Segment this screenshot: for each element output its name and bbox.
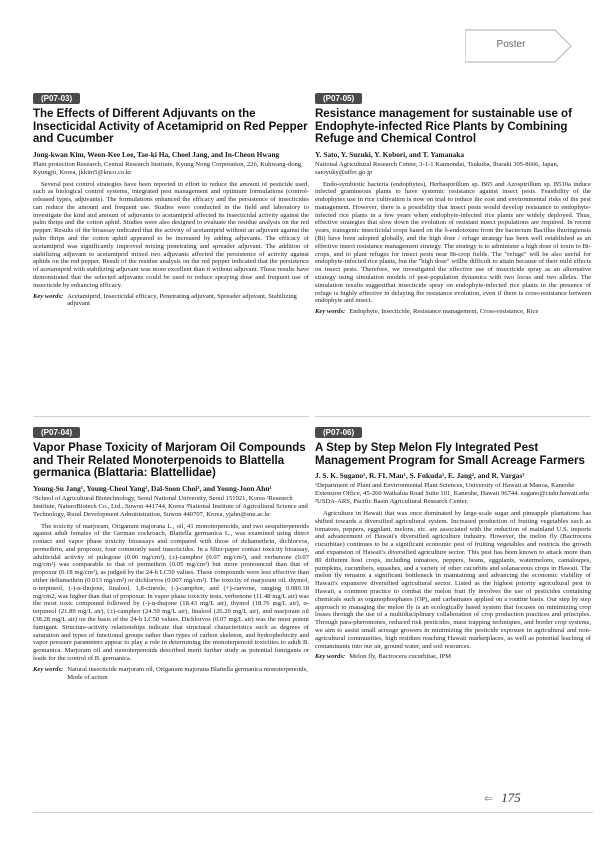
keywords-text: Endophyte, Insecticide, Resistance management, Cross-resistance, Rice [349,308,539,316]
abstract-affiliation: Plant protection Research, Central Research Institute, Kyung Nong Corporation, 226, Kuhwang-dong, Kyungju, Korea, jkkim5@knco.co.kr [33,160,303,176]
keywords-label: Key words: [33,292,64,300]
abstract-title: The Effects of Different Adjuvants on the Insecticidal Activity of Acetamiprid on Red Pepper and Cucumber [33,108,308,145]
abstract-p07-03 [33,88,309,308]
keywords-label: Key words: [315,653,346,661]
abstract-affiliation: ¹Department of Plant and Environmental Plant Sciences, University of Hawaii at Manoa, Kaneohe Extension Office, 45-260 Waikalua Road Suite 101, Kaneohe, Hawaii 96744. sugano@ctahr.hawaii.edu ²USDA-ARS, Pacific Basin Agricultural Research Center. [315,482,589,505]
abstract-title: Resistance management for sustainable use of Endophyte-infected Rice Plants by Combining Refuge and Chemical Control [315,108,572,145]
abstract-p07-06 [315,422,591,661]
abstract-authors: Young-Su Jang¹, Young-Cheol Yang², Dal-Soon Choi³, and Young-Joon Ahn¹ [33,483,272,493]
section-label: Poster [496,39,526,50]
abstract-title: Vapor Phase Toxicity of Marjoram Oil Compounds and Their Related Monoterpenoids to Blattella germanica (Blattaria: Blattellidae) [33,442,306,479]
keywords-text: Acetamiprid, Insecticidal efficacy, Penetrating adjuvant, Spreader adjuvant, Stabilizing adjuvant [67,292,297,308]
abstract-affiliation: National Agricultural Research Center, 3-1-1 Kannondai, Tsukuba, Ibaraki 305-8666, Japan, satoyuky@affrc.go.jp [315,160,559,176]
arrow-left-icon: ⇐ [484,793,494,805]
keywords-row [33,666,309,682]
keywords-label: Key words: [315,308,346,316]
abstract-authors: J. S. K. Sugano¹, R. FL Mau¹, S. Fukuda¹, E. Jang², and R. Vargas² [315,471,525,480]
abstract-p07-04 [33,422,309,681]
abstract-body: The toxicity of marjoram, Origanum majorana L., oil, 41 monoterpenoids, and two sesquiterpenoids against adult females of the German cockroach, Blattella germanica L., was examined using direct contact and vapor phase toxicity bioassays and compared with those of deltamethrin, dichlorvos, permethrin, and propoxur, four commonly used insecticides. In a filter-paper contact toxicity bioassay, adulticidal activity of pulegone (0.06 mg/cm²), (±)-camphor (0.07 mg/cm²), and verbenone (0.07 mg/cm²) was comparable to that of permethrin (0.05 mg/cm²) but more pronounced than that of propoxur (0.18 mg/cm²), as judged by the 24-h LC50 values. These compounds were less effective than either deltamethrin (0.013 mg/cm²) or dichlorvos (0.007 mg/cm²). The toxicity of marjoram oil, thymol, α-terpineol, (-)-α-thujone, linalool, 1,8-cineole, (-)-camphor, and (+)-carvone, ranging 0.080.18 mg/cm2, was higher than that of propoxur. In vapor phase toxicity tests, verbenone (11.48 mg/L air) was the most toxic compound followed by (-)-α-thujone (18.43 mg/L air), thymol (18.76 mg/L air), α-terpineol (21.89 mg/L air), (±)-camphor (24.59 mg/L air), linalool (26.20 mg/L air), and marjoram oil (38.28 mg/L air) on the basis of the 24-h LC50 values. Dichlorvos (0.07 mg/L air) was the most potent fumigant. Structure-activity relationships indicate that structural characteristics such as degrees of saturation and types of functional groups rather than types of carbon skeleton, and hydrophobicity and vapor pressure parameters appear to play a role in determining the monoterpenoid toxicities to adult B. germanica. Marjoram oil and monoterpenoids described merit further study as potential fumigants or leads for the control of B. germanica. [33,522,309,663]
abstract-affiliation: ¹School of Agricultural Biotechnology, Seoul National University, Seoul 151921, Korea ²Research Institute, NaturoBiotech Co., Ltd., Suwon 441744, Korea ³National Institute of Agricultural Science and Technology, Rural Development Administration, Suwon 440707, Korea, yjahn@snu.ac.kr [33,494,308,518]
keywords-text: Natural insecticide marjoram oil, Origanum majorana Blattella germanica monoterpenoids, Mode of action [67,665,308,681]
divider [315,416,591,417]
abstract-id-badge: (P07-03) [33,93,80,104]
abstract-p07-05 [315,88,591,316]
page-number: 175 [501,790,521,805]
abstract-authors: Jong-kwan Kim, Weon-Kee Lee, Tae-ki Ha, Choel Jang, and In-Cheon Hwang [33,149,280,159]
keywords-row [315,653,591,661]
footer-rule [33,812,593,813]
abstract-id-badge: (P07-04) [33,427,80,438]
abstract-body: Agriculture in Hawaii that was once dominated by large-scale sugar and pineapple plantations has shifted towards a diversified agricultural system. Increased production of fruiting vegetables such as tomatoes, peppers, eggplant, melons, etc. are associated with the reduction of mainland U.S. imports and advancement of Hawaii's diversified agriculture industry. However, the melon fly (Bactrocera cucurbitae) continues to be a significant economic pest of fruiting vegetables and restricts the growth and expansion of Hawaii's diversified agriculture sector. This pest has been known to attack more than 80 different host crops, including tomatoes, peppers, beans, eggplants, watermelons, cantaloupes, pumpkins, cucumbers, squashes, and a variety of other cucurbits and solanaceous crops in Hawaii. The melon fly remains a significant bottleneck in maintaining and advancing the economic viability of Hawaii's expansive diversified agricultural sector. Listed as the highest priority agricultural pest in Hawaii, a common practice to combat the melon fruit fly involves the use of pesticides containing chemicals such as organophosphates (OP), and carbamates applied on a routine basis. Our step by step approach to managing the melon fly is an ecologically based system that focuses on minimizing crop losses through the use of a multidisciplinary collaboration of crop production practices and principles. Through para-pheromones, reduced risk pesticides, mass trapping techniques, and border crop systems, we aim to assist small acreage growers in minimizing the pesticide exposure in agricultural and non-agricultural communities, high residues reaching Hawaii marketplaces, as well as potential leaching of contaminants into our air, ground water, and soil resources. [315,510,591,650]
abstract-body: Endo-symbiotic bacteria (endophytes), Herbaspirillum sp. B65 and Azospirillum sp. B510a induce infected gramineous plants to have systemic resistance against insect pests. Feasibility of the endophytes use in rice cultivation is now on trial to reduce the cost and environmental risks of the pest management. However, there is a possibility that insect pests would develop resistance to endophyte-infected rice plants in a few years when endophyte-infected rice plants are widely deployed. Thus, effective strategies that slow down the evolution of resistant insect populations are required. In recent years, transgenic insecticidal crops based on the δ-endotoxins from the bacterium Bacillus thuringiensis (Bt) have been adopted globally, and the high dose / refuge strategy has been well established as an effective insect resistance management strategy. The strategy is to administer a high dose of toxin to Bt-crops, and to plant refuges for insect pests near Bt-crop fields. The "refuge" will be also useful for endophyte-infected rice plants, but the "high dose" willbe difficult to attain because of their mild effects on insect pests. Therefore, we investigated the effective use of insecticide spray as an alternative strategy using simulation models of pest-population dynamics with two locus and two alleles. The simulation results suggestthat insecticide spray on endophyte-infected rice plants in the presence of refuge is highly effective in delaying the resistance evolution, even if there is cross-resistance between endophyte and insect. [315,180,591,305]
keywords-text: Melon fly, Bactrocera cucurbitae, IPM [349,653,451,661]
poster-section-tab [465,28,573,64]
keywords-row [315,308,591,316]
keywords-label: Key words: [33,665,64,673]
abstract-authors: Y. Sato, Y. Suzuki, Y. Kobori, and T. Yamanaka [315,149,465,159]
abstract-body: Several pest control strategies have been reported in effort to reduce the amount of pesticide used, such as biological control systems, integrated pest management and optimum formulations (control-released types, adjuvants). The formulations enhanced the efficacy and the persistence of insecticides can reduce the amount and frequent use. Studies were conducted in the field and laboratory to investigate the kind and amount of adjuvants to acetamiprid affected its insecticidal activity against the palm thrips and the cotton aphid. Studies were also designed to evaluate the residue analysis on the red pepper. Results of the bioassay indicated that the activity of acetamiprid without an adjuvant against the palm thrips and the cotton aphid appeared to be increased by adding adjuvants. The efficacy of acetamiprid was significantly improved mixing penetrating and spreader adjuvant. The addition of stabilizing adjuvant to acetamiprid mixed two adjuvants affected the persistence of activity against aphids on the red pepper. Result of the residue analysis on the red pepper indicated that the persistence of acetamiprid with stabilizing adjuvant was more excellent than it without adjuvant. These results have demonstrated that the selected adjuvants could be used to reduce spraying dose and frequent use of insecticide by enhancing efficacy. [33,180,309,289]
abstract-id-badge: (P07-06) [315,427,362,438]
abstract-title: A Step by Step Melon Fly Integrated Pest Management Program for Small Acreage Farmers [315,442,585,467]
keywords-row [33,293,309,309]
divider [33,416,309,417]
page-footer [484,789,521,807]
abstract-id-badge: (P07-05) [315,93,362,104]
